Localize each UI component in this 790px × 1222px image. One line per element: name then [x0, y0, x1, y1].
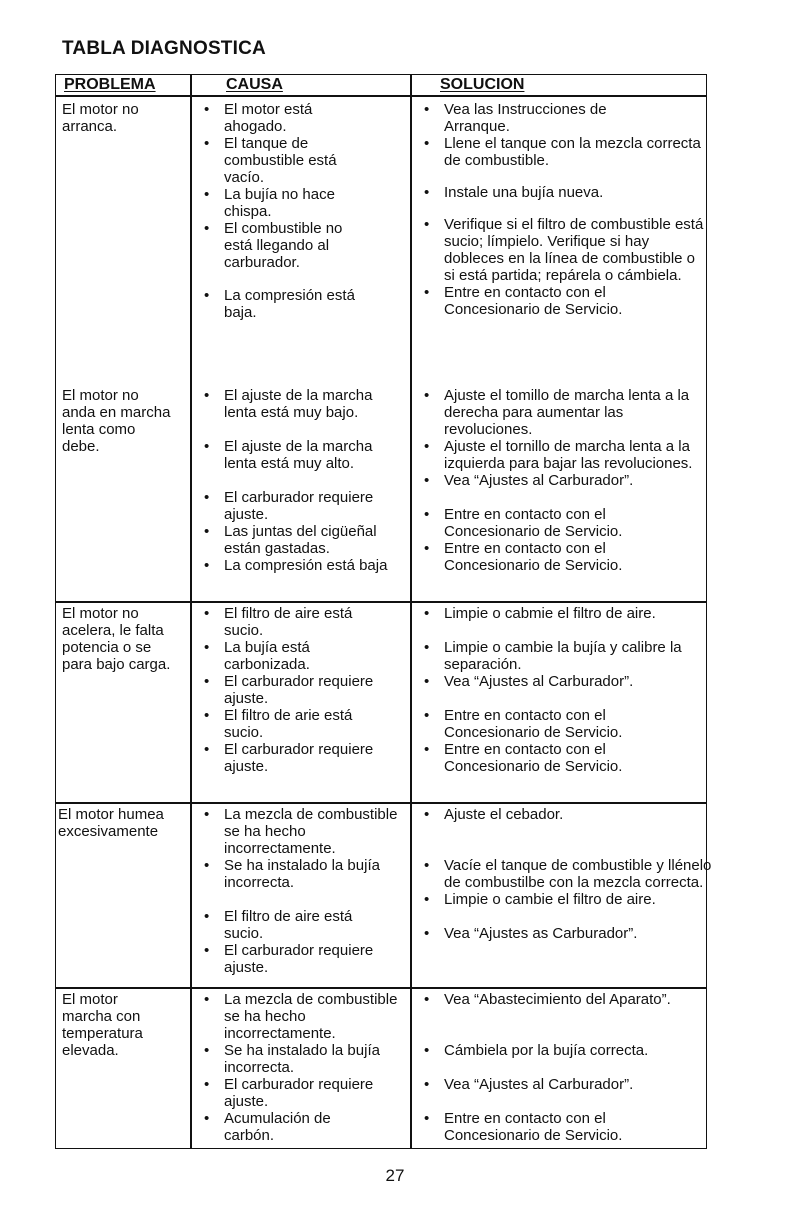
cause-item: • Se ha instalado la bujía incorrecta. — [198, 857, 408, 891]
cause-item: • El filtro de aire está sucio. — [198, 605, 384, 639]
cause-item: • Se ha instalado la bujía incorrecta. — [198, 1042, 408, 1076]
cause-item: • La bujía está carbonizada. — [198, 639, 344, 673]
solution-item: • Ajuste el cebador. — [418, 806, 708, 823]
solution-item: • Vea “Ajustes as Carburador”. — [418, 925, 708, 942]
cause-list — [198, 605, 408, 775]
cause-item: • El carburador requiere ajuste. — [198, 741, 408, 775]
cause-item: • La compresión está baja — [198, 557, 408, 574]
cause-item: • La mezcla de combustible se ha hecho incorrectamente. — [198, 806, 408, 857]
solution-item: • Entre en contacto con el Concesionario de Servicio. — [418, 284, 684, 318]
header-solucion: SOLUCION — [440, 76, 525, 93]
cause-item: • El filtro de arie está sucio. — [198, 707, 384, 741]
cause-item: • El filtro de aire está sucio. — [198, 908, 384, 942]
cause-item: • El tanque de combustible está vacío. — [198, 135, 364, 186]
solution-item: • Entre en contacto con el Concesionario de Servicio. — [418, 540, 664, 574]
header-causa: CAUSA — [226, 76, 283, 93]
solution-list — [418, 991, 708, 1144]
solution-list — [418, 387, 708, 574]
cause-item: • El carburador requiere ajuste. — [198, 1076, 384, 1110]
problem-cell: El motor no anda en marcha lenta como debe. — [62, 387, 171, 455]
problem-cell: El motor no acelera, le falta potencia o se para bajo carga. — [62, 605, 171, 673]
page-title: TABLA DIAGNOSTICA — [62, 38, 266, 59]
cause-item: • El carburador requiere ajuste. — [198, 942, 408, 976]
solution-list — [418, 806, 712, 942]
solution-list — [418, 101, 708, 318]
cause-item: • La bujía no hace chispa. — [198, 186, 364, 220]
cause-item: • El motor está ahogado. — [198, 101, 344, 135]
problem-cell: El motor marcha con temperatura elevada. — [62, 991, 143, 1059]
solution-item: • Vea “Ajustes al Carburador”. — [418, 472, 708, 489]
header-problema: PROBLEMA — [64, 76, 156, 93]
cause-item: • Acumulación de carbón. — [198, 1110, 364, 1144]
row-divider — [56, 802, 706, 804]
solution-item: • Vea las Instrucciones de Arranque. — [418, 101, 659, 135]
solution-item: • Vea “Ajustes al Carburador”. — [418, 673, 708, 690]
diagnostic-table — [55, 74, 712, 1149]
cause-item: • El carburador requiere ajuste. — [198, 673, 408, 707]
cause-item: • La compresión está baja. — [198, 287, 384, 321]
solution-item: • Entre en contacto con el Concesionario de Servicio. — [418, 707, 664, 741]
solution-item: • Llene el tanque con la mezcla correcta de combustible. — [418, 135, 708, 169]
cause-list — [198, 387, 408, 574]
solution-item: • Limpie o cambie la bujía y calibre la separación. — [418, 639, 708, 673]
solution-item: • Entre en contacto con el Concesionario de Servicio. — [418, 506, 664, 540]
solution-item: • Limpie o cabmie el filtro de aire. — [418, 605, 708, 622]
solution-item: • Limpie o cambie el filtro de aire. — [418, 891, 708, 908]
solution-item: • Cámbiela por la bujía correcta. — [418, 1042, 708, 1059]
header-divider — [56, 95, 706, 97]
problem-cell: El motor humea excesivamente — [58, 806, 164, 840]
solution-item: • Vea “Abastecimiento del Aparato”. — [418, 991, 708, 1008]
cause-item: • El ajuste de la marcha lenta está muy alto. — [198, 438, 408, 472]
solution-list — [418, 605, 708, 775]
solution-item: • Verifique si el filtro de combustible está sucio; límpielo. Verifique si hay dobleces en la línea de combustible o si está partida; repárela o cámbiela. — [418, 216, 708, 284]
solution-item: • Vea “Ajustes al Carburador”. — [418, 1076, 708, 1093]
solution-item: • Ajuste el tomillo de marcha lenta a la derecha para aumentar las revoluciones. — [418, 387, 714, 438]
cause-item: • El ajuste de la marcha lenta está muy bajo. — [198, 387, 408, 421]
solution-item: • Entre en contacto con el Concesionario de Servicio. — [418, 741, 664, 775]
cause-list — [198, 991, 408, 1144]
solution-item: • Vacíe el tanque de combustible y llénelo de combustilbe con la mezcla correcta. — [418, 857, 714, 891]
cause-item: • La mezcla de combustible se ha hecho incorrectamente. — [198, 991, 408, 1042]
cause-item: • Las juntas del cigüeñal están gastadas. — [198, 523, 408, 557]
cause-item: • El carburador requiere ajuste. — [198, 489, 408, 523]
page-number: 27 — [385, 1166, 405, 1185]
cause-list — [198, 101, 408, 321]
cause-list — [198, 806, 408, 976]
row-divider — [56, 601, 706, 603]
row-divider — [56, 987, 706, 989]
problem-cell: El motor no arranca. — [62, 101, 139, 135]
solution-item: • Ajuste el tornillo de marcha lenta a la izquierda para bajar las revoluciones. — [418, 438, 714, 472]
cause-item: • El combustible no está llegando al carburador. — [198, 220, 374, 271]
solution-item: • Instale una bujía nueva. — [418, 184, 708, 201]
solution-item: • Entre en contacto con el Concesionario de Servicio. — [418, 1110, 664, 1144]
